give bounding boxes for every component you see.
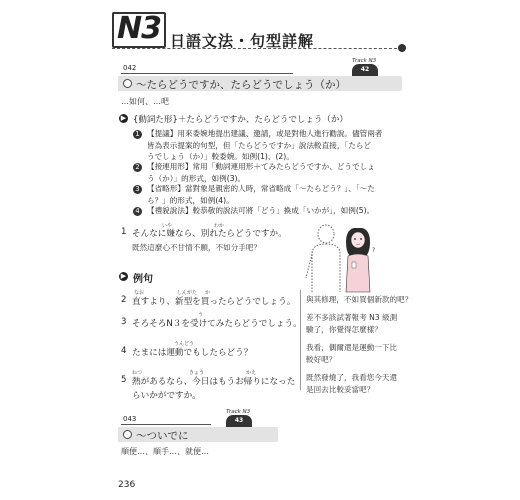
ruby-5c: かえ (246, 370, 257, 376)
example-sentence-3: そろそろN３を受けてみたらどうでしょう。 (132, 319, 302, 329)
pattern-title: 〜ついでに (136, 430, 189, 442)
ruby-2: わか (214, 223, 225, 229)
translation-divider (300, 290, 301, 390)
pattern-number: 043 (123, 415, 137, 423)
example-translation-4-line-2: 較好吧？ (306, 355, 337, 364)
circle-icon (123, 79, 132, 88)
arrow-bullet-icon: ▶ (120, 114, 127, 122)
example-sentence-1: そんなに嫌なら、別れたらどうですか。 (132, 229, 287, 239)
note-2-line-2: う（か）」的形式，如例(3)。 (147, 173, 246, 183)
svg-text:?: ? (372, 247, 376, 254)
example-sentence-5-line-2: らいかがですか。 (132, 391, 201, 401)
example-number-1: 1 (121, 227, 127, 237)
pattern-number-rule (121, 73, 293, 74)
header-divider (112, 48, 402, 49)
example-number-5: 5 (121, 375, 127, 385)
chapter-title: 日語文法・句型詳解 (170, 32, 315, 50)
example-sentence-5-line-1: 熱があるなら、今日はもうお帰りになった (132, 377, 296, 387)
note-2-line-1: 【接連用形】常用「動詞連用形＋てみたらどうですか、どうでしょ (147, 162, 375, 171)
note-number-4: 4 (133, 207, 142, 216)
example-number-2: 2 (121, 295, 127, 305)
example-sentence-2: 直すより、新型を買ったらどうでしょう。 (132, 297, 296, 307)
example-translation-4 (306, 342, 397, 366)
ruby-5a: ねつ (132, 370, 143, 376)
note-3-line-2: ら？」的形式，如例(4)。 (147, 195, 234, 205)
example-translation-2: 與其修理，不如買個新款的吧？ (306, 295, 413, 304)
ruby-2a: なお (134, 290, 145, 296)
pattern-gloss: 順便…、順手…、就便… (121, 447, 209, 456)
example-translation-3-line-1: 差不多該試著報考 N3 級測 (306, 313, 398, 322)
example-number-3: 3 (121, 317, 127, 327)
note-number-2: 2 (133, 163, 142, 172)
arrow-bullet-icon: ▶ (120, 272, 127, 280)
example-translation-5-line-1: 既然發燒了，我看您今天還 (306, 373, 398, 382)
header-dot-ornament (398, 44, 406, 52)
pattern-number: 042 (123, 64, 137, 72)
track-label: Track N3 (226, 409, 251, 415)
example-translation-1: 既然這麼心不甘情不願，不如分手吧？ (132, 243, 262, 252)
couple-illustration (302, 222, 382, 294)
note-1-line-1: 【提議】用來委婉地提出建議、邀請，或是對他人進行勸說。儘管兩者 (147, 129, 383, 138)
ruby-3a: う (198, 312, 204, 318)
example-translation-4-line-1: 我看，偶爾還是運動一下比 (306, 343, 398, 352)
note-number-3: 3 (133, 185, 142, 194)
note-3 (147, 183, 437, 206)
note-4-line-1: 【禮貌說法】較恭敬的說法可將「どう」換成「いかが」，如例(5)。 (147, 206, 375, 215)
note-1-line-3: うでしょう（か）」較委婉。如例(1)、(2)。 (147, 152, 294, 161)
ruby-2c: か (205, 290, 211, 296)
example-translation-3 (306, 312, 397, 336)
level-badge (112, 12, 166, 48)
note-number-1: 1 (133, 130, 142, 139)
track-label: Track N3 (352, 58, 377, 64)
form-pattern: {動詞た形}＋たらどうですか、たらどうでしょう（か） (133, 115, 348, 125)
example-translation-5-line-2: 是回去比較妥當吧？ (306, 385, 375, 394)
ruby-5b: きょう (189, 370, 205, 376)
example-translation-5 (306, 372, 397, 396)
ruby-1: いや (162, 223, 173, 229)
pattern-title: 〜たらどうですか、たらどうでしょう（か） (136, 79, 346, 91)
ruby-4a: うんどう (174, 341, 195, 347)
note-3-line-1: 【省略形】當對象是親密的人時，常省略成「〜たらどう？」、「〜た (147, 184, 375, 193)
level-label: N3 (117, 11, 161, 46)
track-badge[interactable]: 42 (352, 64, 378, 76)
note-2 (147, 161, 437, 184)
circle-icon (123, 430, 132, 439)
note-1 (147, 128, 437, 163)
page-number: 236 (118, 480, 136, 490)
track-badge[interactable]: 43 (226, 415, 252, 427)
example-number-4: 4 (121, 346, 127, 356)
pattern-gloss: …如何、…吧 (121, 97, 169, 106)
examples-heading: 例句 (133, 274, 153, 285)
ruby-2b: しんがた (177, 290, 198, 296)
pattern-number-rule (121, 424, 211, 425)
example-sentence-4: たまには運動でもしたらどう？ (132, 348, 253, 358)
note-4 (147, 205, 437, 217)
note-1-line-2: 皆為表示提案的句型，但「たらどうですか」說法較直接，「たらど (147, 140, 372, 150)
example-translation-3-line-2: 驗了，你覺得怎麼樣？ (306, 325, 382, 334)
